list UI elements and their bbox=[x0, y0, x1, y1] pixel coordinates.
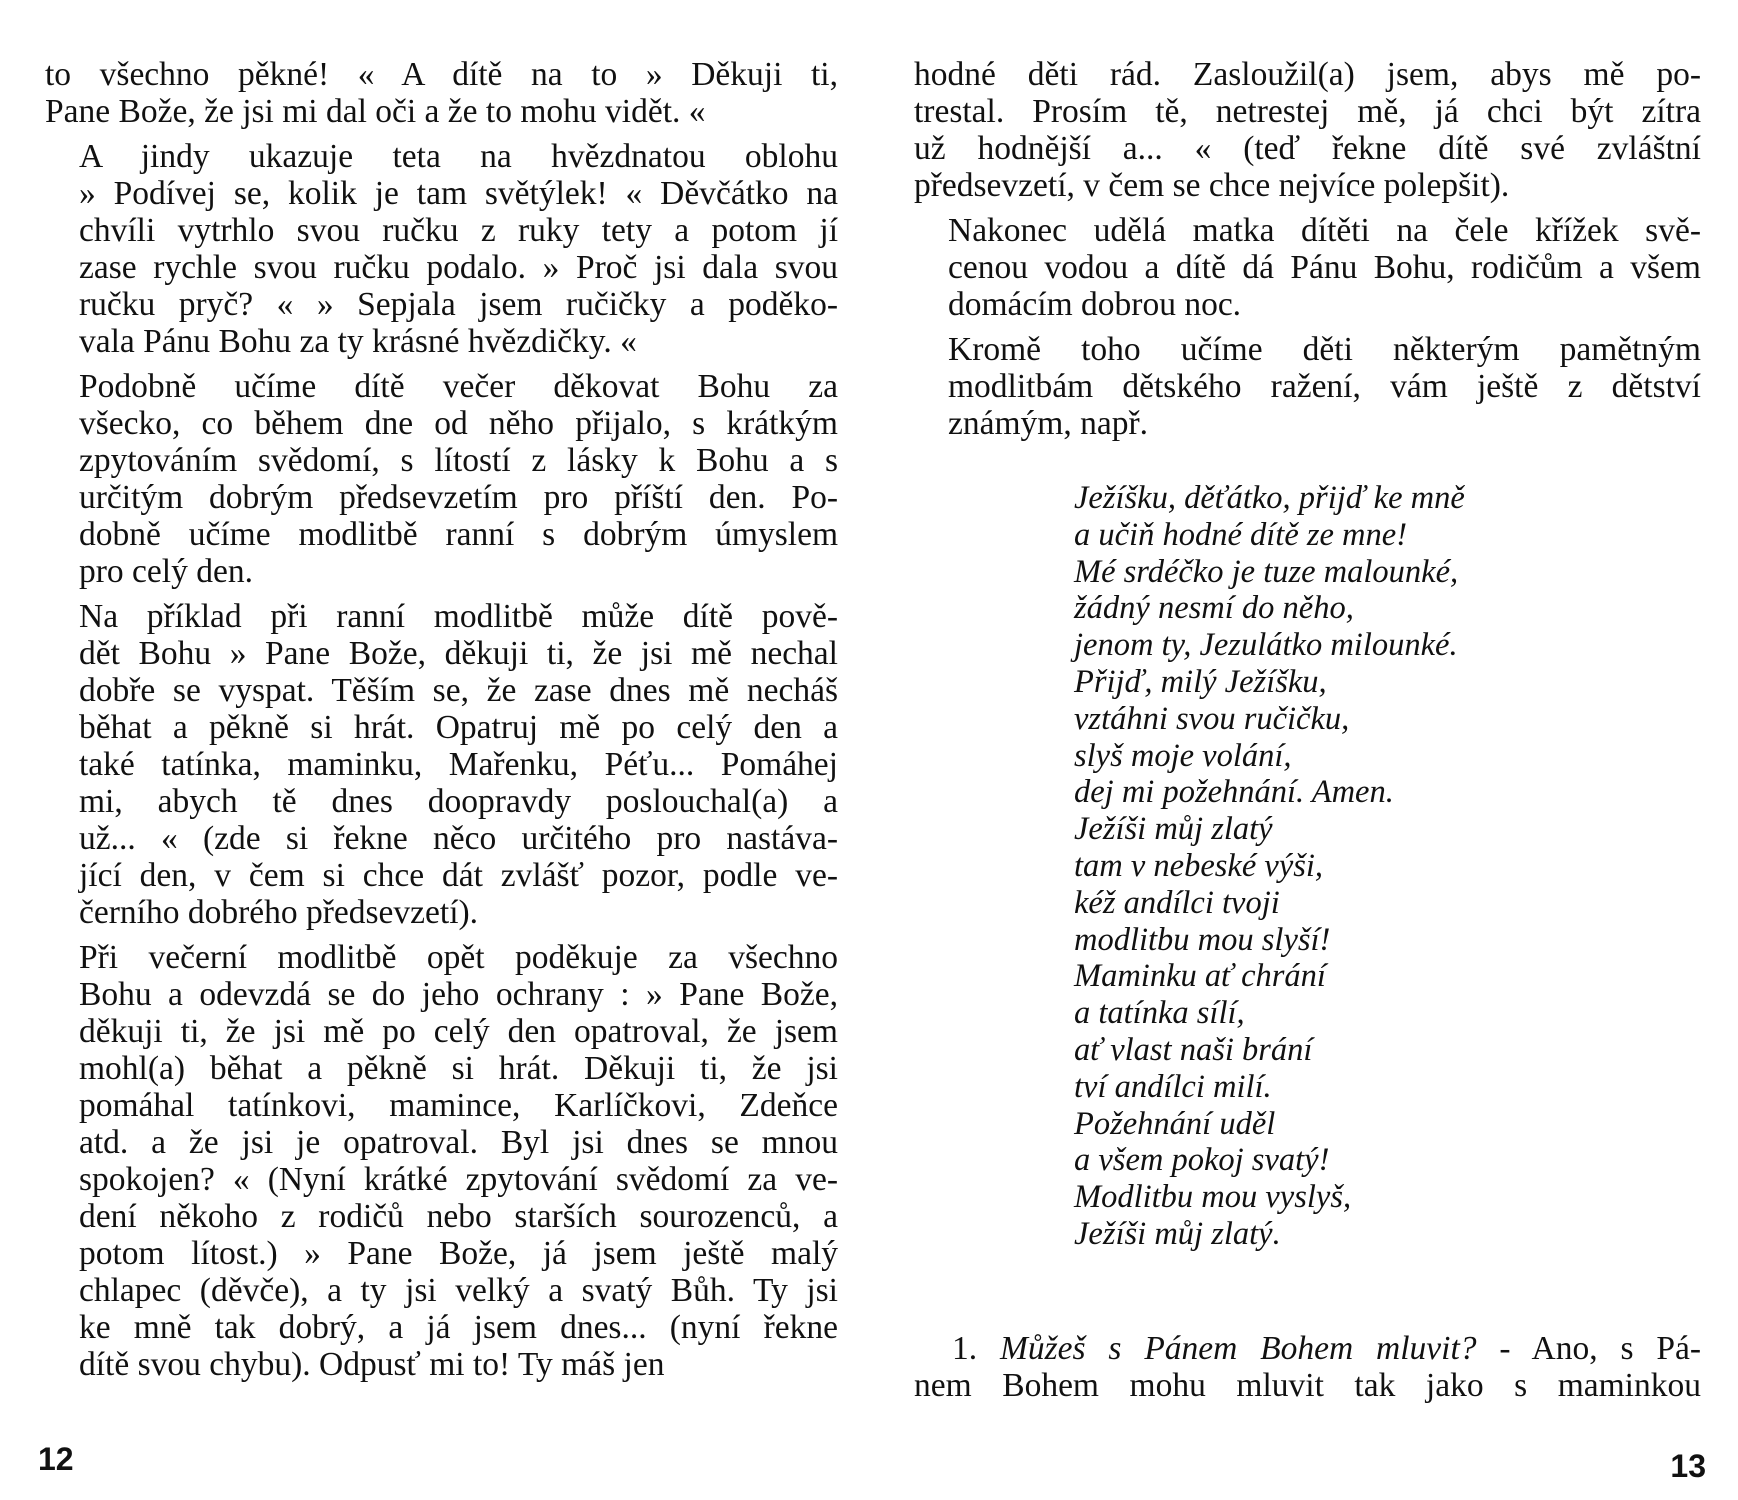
text-line: dítě svou chybu). Odpusť mi to! Ty máš jen bbox=[79, 1346, 665, 1383]
text-line: A jindy ukazuje teta na hvězdnatou oblohu bbox=[79, 138, 838, 175]
text-line: ručku pryč? « » Sepjala jsem ručičky a poděko- bbox=[79, 286, 838, 323]
poem-line: žádný nesmí do něho, bbox=[1074, 590, 1354, 627]
text-line: už... « (zde si řekne něco určitého pro nastáva- bbox=[79, 820, 838, 857]
text-line: Bohu a odevzdá se do jeho ochrany : » Pane Bože, bbox=[79, 976, 838, 1013]
text-line: černího dobrého předsevzetí). bbox=[79, 894, 479, 931]
text-line: atd. a že jsi je opatroval. Byl jsi dnes se mnou bbox=[79, 1124, 838, 1161]
text-line: to všechno pěkné! « A dítě na to » Děkuji ti, bbox=[45, 56, 838, 93]
text-line: všecko, co během dne od něho přijalo, s krátkým bbox=[79, 405, 838, 442]
text-line: Pane Bože, že jsi mi dal oči a že to mohu vidět. « bbox=[45, 93, 706, 130]
text-line: dět Bohu » Pane Bože, děkuji ti, že jsi mě nechal bbox=[79, 635, 838, 672]
text-line: Nakonec udělá matka dítěti na čele křížek svě- bbox=[948, 212, 1701, 249]
poem-line: kéž andílci tvoji bbox=[1074, 884, 1280, 921]
text-line: známým, např. bbox=[948, 405, 1149, 442]
text-line: děkuji ti, že jsi mě po celý den opatroval, že jsem bbox=[79, 1013, 838, 1050]
text-line: předsevzetí, v čem se chce nejvíce polepšit). bbox=[914, 167, 1510, 204]
text-line: chvíli vytrhlo svou ručku z ruky tety a potom jí bbox=[79, 212, 838, 249]
paragraph bbox=[45, 56, 838, 130]
text-line: běhat a pěkně si hrát. Opatruj mě po celý den a bbox=[79, 709, 838, 746]
poem-line: modlitbu mou slyší! bbox=[1074, 921, 1331, 958]
right-paragraphs bbox=[914, 56, 1701, 442]
text-line: pro celý den. bbox=[79, 553, 253, 590]
text-line: hodné děti rád. Zasloužil(a) jsem, abys mě po- bbox=[914, 56, 1701, 93]
poem-line: Přijď, milý Ježíšku, bbox=[1074, 663, 1327, 700]
text-line: Podobně učíme dítě večer děkovat Bohu za bbox=[79, 368, 838, 405]
poem-line: Požehnání uděl bbox=[1074, 1105, 1276, 1142]
text-line: chlapec (děvče), a ty jsi velký a svatý Bůh. Ty jsi bbox=[79, 1272, 838, 1309]
text-line: cenou vodou a dítě dá Pánu Bohu, rodičům a všem bbox=[948, 249, 1701, 286]
left-text-column bbox=[45, 56, 838, 1391]
text-line: vala Pánu Bohu za ty krásné hvězdičky. « bbox=[79, 323, 637, 360]
text-line: spokojen? « (Nyní krátké zpytování svědomí za ve- bbox=[79, 1161, 838, 1198]
text-line: zpytováním svědomí, s lítostí z lásky k Bohu a s bbox=[79, 442, 838, 479]
answer-start: - Ano, s Pá- bbox=[1499, 1330, 1702, 1367]
catechism-question bbox=[914, 1330, 1701, 1404]
poem-line: a všem pokoj svatý! bbox=[1074, 1142, 1330, 1179]
text-line: domácím dobrou noc. bbox=[948, 286, 1242, 323]
prayer-poem bbox=[914, 480, 1701, 1253]
paragraph bbox=[45, 939, 838, 1383]
poem-line: a tatínka sílí, bbox=[1074, 995, 1245, 1032]
poem-line: dej mi požehnání. Amen. bbox=[1074, 774, 1394, 811]
paragraph bbox=[45, 368, 838, 590]
text-line: dení někoho z rodičů nebo starších sourozenců, a bbox=[79, 1198, 838, 1235]
text-line: pomáhal tatínkovi, mamince, Karlíčkovi, Zdeňce bbox=[79, 1087, 838, 1124]
poem-line: jenom ty, Jezulátko milounké. bbox=[1074, 627, 1458, 664]
text-line: zase rychle svou ručku podalo. » Proč jsi dala svou bbox=[79, 249, 838, 286]
poem-line: Ježíši můj zlatý bbox=[1074, 811, 1273, 848]
poem-line: Ježíšku, děťátko, přijď ke mně bbox=[1074, 480, 1465, 516]
right-text-column bbox=[914, 56, 1701, 1253]
answer-continuation: nem Bohem mohu mluvit tak jako s maminkou bbox=[914, 1367, 1701, 1404]
poem-line: tví andílci milí. bbox=[1074, 1068, 1272, 1105]
poem-line: a učiň hodné dítě ze mne! bbox=[1074, 516, 1408, 553]
page-number-left: 12 bbox=[38, 1441, 74, 1477]
text-line: » Podívej se, kolik je tam světýlek! « Děvčátko na bbox=[79, 175, 838, 212]
poem-line: vztáhni svou ručičku, bbox=[1074, 700, 1350, 737]
right-page bbox=[869, 0, 1738, 1500]
poem-line: ať vlast naši brání bbox=[1074, 1031, 1313, 1068]
text-line: Při večerní modlitbě opět poděkuje za všechno bbox=[79, 939, 838, 976]
poem-line: Modlitbu mou vyslyš, bbox=[1074, 1179, 1352, 1216]
text-line: také tatínka, maminku, Mařenku, Péťu... Pomáhej bbox=[79, 746, 838, 783]
text-line: potom lítost.) » Pane Bože, já jsem ještě malý bbox=[79, 1235, 838, 1272]
text-line: Kromě toho učíme děti některým pamětným bbox=[948, 331, 1701, 368]
text-line: určitým dobrým předsevzetím pro příští den. Po- bbox=[79, 479, 838, 516]
text-line: trestal. Prosím tě, netrestej mě, já chci být zítra bbox=[914, 93, 1701, 130]
page-number-right: 13 bbox=[1670, 1448, 1706, 1484]
poem-line: Mé srdéčko je tuze malounké, bbox=[1074, 553, 1459, 590]
paragraph bbox=[914, 56, 1701, 204]
paragraph bbox=[914, 212, 1701, 323]
text-line: jící den, v čem si chce dát zvlášť pozor, podle ve- bbox=[79, 857, 838, 894]
question-text: Můžeš s Pánem Bohem mluvit? bbox=[999, 1330, 1477, 1367]
poem-line: Ježíši můj zlatý. bbox=[1074, 1215, 1281, 1252]
text-line: Na příklad při ranní modlitbě může dítě pově- bbox=[79, 598, 838, 635]
text-line: modlitbám dětského ražení, vám ještě z dětství bbox=[948, 368, 1701, 405]
poem-line: Maminku ať chrání bbox=[1074, 958, 1326, 995]
paragraph bbox=[45, 138, 838, 360]
paragraph bbox=[45, 598, 838, 931]
question-number: 1. bbox=[952, 1330, 978, 1367]
text-line: mohl(a) běhat a pěkně si hrát. Děkuji ti, že jsi bbox=[79, 1050, 838, 1087]
poem-line: tam v nebeské výši, bbox=[1074, 847, 1324, 884]
text-line: dobře se vyspat. Těším se, že zase dnes mě necháš bbox=[79, 672, 838, 709]
text-line: ke mně tak dobrý, a já jsem dnes... (nyní řekne bbox=[79, 1309, 838, 1346]
text-line: už hodnější a... « (teď řekne dítě své zvláštní bbox=[914, 130, 1701, 167]
text-line: dobně učíme modlitbě ranní s dobrým úmyslem bbox=[79, 516, 838, 553]
text-line: mi, abych tě dnes doopravdy poslouchal(a) a bbox=[79, 783, 838, 820]
poem-line: slyš moje volání, bbox=[1074, 737, 1292, 774]
paragraph bbox=[914, 331, 1701, 442]
